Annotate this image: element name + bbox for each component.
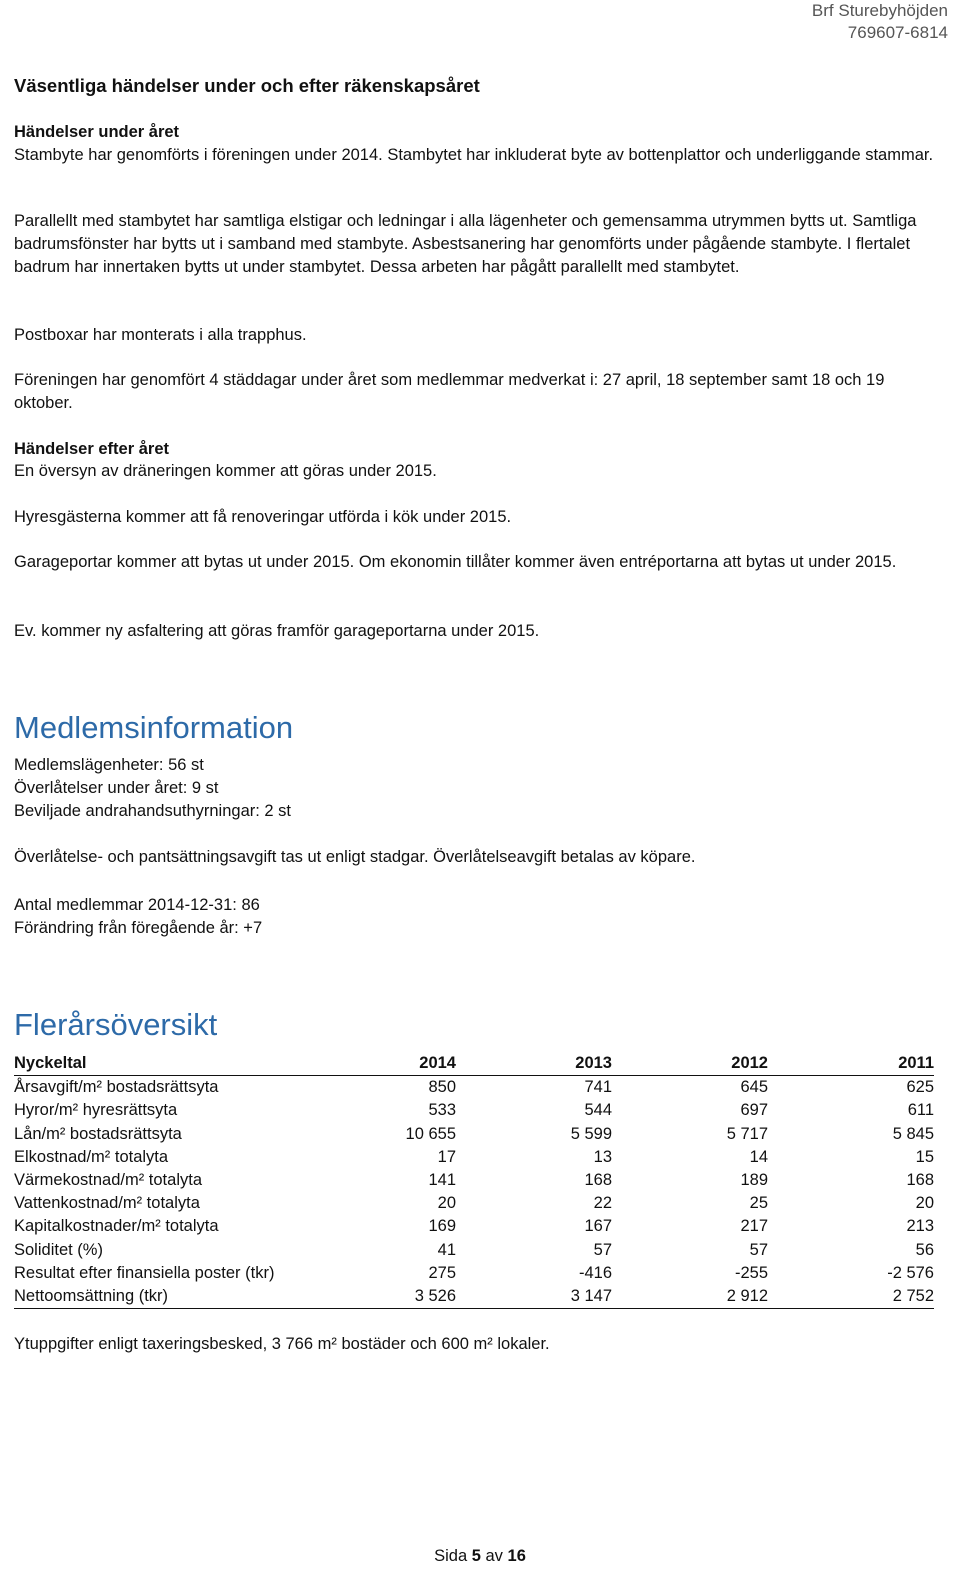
row-label: Resultat efter finansiella poster (tkr)	[14, 1263, 275, 1282]
footer-page-number: 5	[471, 1547, 481, 1565]
table-cell: 20	[437, 1194, 456, 1213]
table-row	[14, 1285, 934, 1309]
footer-separator: av	[485, 1547, 503, 1565]
table-cell: 22	[593, 1194, 612, 1213]
table-cell: 3 526	[284, 1285, 456, 1309]
table-cell: 625	[906, 1078, 934, 1097]
table-row	[14, 1192, 934, 1215]
section-title-overview: Flerårsöversikt	[14, 1007, 218, 1042]
table-row	[14, 1099, 934, 1122]
footer-prefix: Sida	[434, 1547, 468, 1565]
paragraph-after-4: Ev. kommer ny asfaltering att göras framför garageportarna under 2015.	[14, 622, 540, 640]
table-cell: 217	[740, 1217, 768, 1236]
table-row	[14, 1146, 934, 1169]
table-cell: 741	[584, 1078, 612, 1097]
table-cell: 56	[915, 1240, 934, 1259]
paragraph-during-2: Parallellt med stambytet har samtliga elstigar och ledningar i alla lägenheter och gemensamma utrymmen bytts ut. Samtliga badrumsfönster har bytts ut i samband med stambyte. Asbestsanering har genomförts under pågående stambyte. I flertalet badrum har innertaken bytts ut under stambytet. Dessa arbeten har pågått parallellt med stambytet.	[14, 212, 917, 276]
table-row	[14, 1123, 934, 1146]
table-cell: 533	[428, 1101, 456, 1120]
paragraph-during-4: Föreningen har genomfört 4 städdagar under året som medlemmar medverkat i: 27 april, 18 september samt 18 och 19 oktober.	[14, 371, 885, 412]
heading-events-after: Händelser efter året	[14, 440, 169, 458]
table-cell: -416	[578, 1263, 612, 1282]
paragraph-during-3: Postboxar har monterats i alla trapphus.	[14, 326, 307, 344]
heading-events-during: Händelser under året	[14, 123, 180, 141]
paragraph-after-3: Garageportar kommer att bytas ut under 2015. Om ekonomin tillåter kommer även entréportarna att bytas ut under 2015.	[14, 553, 897, 571]
table-cell: 10 655	[405, 1124, 456, 1143]
table-cell: 141	[428, 1171, 456, 1190]
table-cell: 645	[740, 1078, 768, 1097]
members-fees: Överlåtelse- och pantsättningsavgift tas ut enligt stadgar. Överlåtelseavgift betalas av köpare.	[14, 848, 696, 866]
table-cell: -2 576	[887, 1263, 934, 1282]
table-row	[14, 1169, 934, 1192]
members-transfers: Överlåtelser under året: 9 st	[14, 779, 219, 797]
column-header: Nyckeltal	[14, 1052, 284, 1076]
header-org-number: 769607-6814	[847, 23, 948, 42]
table-cell: 5 717	[726, 1124, 768, 1143]
members-count: Antal medlemmar 2014-12-31: 86	[14, 896, 260, 914]
header-company: Brf Sturebyhöjden	[811, 1, 948, 20]
table-cell: 2 752	[768, 1285, 934, 1309]
members-sublets: Beviljade andrahandsuthyrningar: 2 st	[14, 802, 292, 820]
table-row	[14, 1076, 934, 1100]
paragraph-after-2: Hyresgästerna kommer att få renoveringar utförda i kök under 2015.	[14, 508, 512, 526]
table-row	[14, 1239, 934, 1262]
table-cell: 167	[584, 1217, 612, 1236]
members-apartments: Medlemslägenheter: 56 st	[14, 756, 204, 774]
row-label: Värmekostnad/m² totalyta	[14, 1171, 202, 1190]
table-cell: 213	[906, 1217, 934, 1236]
table-cell: 850	[428, 1078, 456, 1097]
row-label: Hyror/m² hyresrättsyta	[14, 1101, 178, 1120]
row-label: Nettoomsättning (tkr)	[14, 1285, 284, 1309]
table-cell: 2 912	[612, 1285, 768, 1309]
footer-page-total: 16	[507, 1547, 526, 1565]
page-footer	[0, 1547, 960, 1566]
table-cell: 17	[437, 1147, 456, 1166]
row-label: Kapitalkostnader/m² totalyta	[14, 1217, 219, 1236]
table-cell: 697	[740, 1101, 768, 1120]
table-cell: 5 845	[892, 1124, 934, 1143]
paragraph-during-1: Stambyte har genomförts i föreningen under 2014. Stambytet har inkluderat byte av bottenplattor och underliggande stammar.	[14, 146, 934, 164]
table-cell: 57	[593, 1240, 612, 1259]
area-note: Ytuppgifter enligt taxeringsbesked, 3 766 m² bostäder och 600 m² lokaler.	[14, 1335, 550, 1353]
table-cell: 15	[915, 1147, 934, 1166]
table-row	[14, 1262, 934, 1285]
key-figures-table	[14, 1052, 934, 1309]
row-label: Lån/m² bostadsrättsyta	[14, 1124, 182, 1143]
table-cell: 275	[428, 1263, 456, 1282]
table-cell: 25	[749, 1194, 768, 1213]
section-title-events: Väsentliga händelser under och efter räkenskapsåret	[14, 75, 480, 96]
row-label: Årsavgift/m² bostadsrättsyta	[14, 1078, 219, 1097]
column-header: 2013	[456, 1052, 612, 1076]
table-cell: 189	[740, 1171, 768, 1190]
table-cell: 13	[593, 1147, 612, 1166]
row-label: Vattenkostnad/m² totalyta	[14, 1194, 200, 1213]
column-header: 2011	[768, 1052, 934, 1076]
table-cell: 20	[915, 1194, 934, 1213]
members-change: Förändring från föregående år: +7	[14, 919, 263, 937]
table-cell: 168	[906, 1171, 934, 1190]
column-header: 2012	[612, 1052, 768, 1076]
table-row	[14, 1215, 934, 1238]
table-cell: 57	[749, 1240, 768, 1259]
table-cell: 3 147	[456, 1285, 612, 1309]
column-header: 2014	[284, 1052, 456, 1076]
table-cell: 14	[749, 1147, 768, 1166]
section-title-members: Medlemsinformation	[14, 710, 294, 745]
row-label: Elkostnad/m² totalyta	[14, 1147, 169, 1166]
table-cell: 5 599	[570, 1124, 612, 1143]
table-cell: -255	[734, 1263, 768, 1282]
row-label: Soliditet (%)	[14, 1240, 103, 1259]
table-cell: 544	[584, 1101, 612, 1120]
table-cell: 169	[428, 1217, 456, 1236]
table-cell: 168	[584, 1171, 612, 1190]
table-header-row	[14, 1052, 934, 1076]
paragraph-after-1: En översyn av dräneringen kommer att göras under 2015.	[14, 462, 437, 480]
table-cell: 41	[437, 1240, 456, 1259]
table-cell: 611	[907, 1101, 934, 1120]
